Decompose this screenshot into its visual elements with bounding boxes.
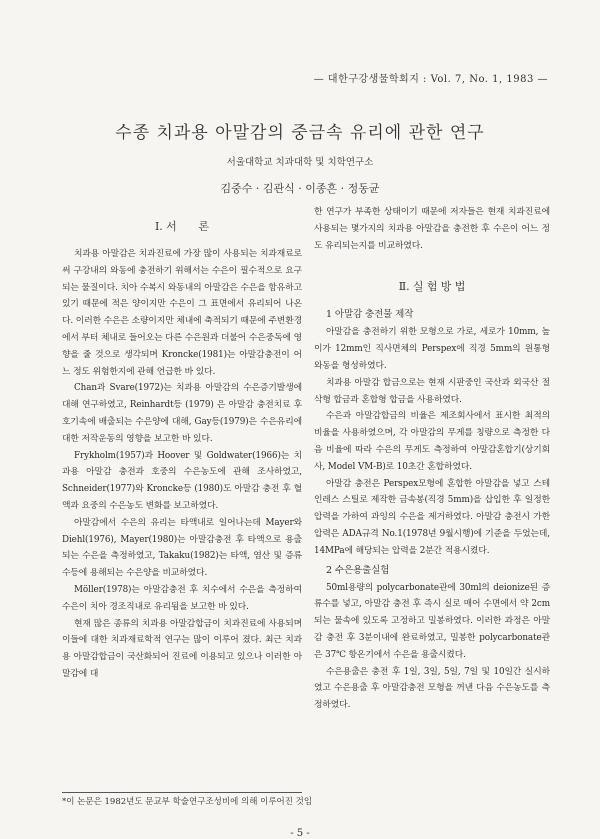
subsection-heading: 1 아말감 충전물 제작 xyxy=(326,309,414,321)
methods-paragraph: 수은용출은 충전 후 1일, 3일, 5일, 7일 및 10일간 실시하였고 수은용출 후 아말감충전 모형을 꺼낸 다음 수은농도를 측정하였다. xyxy=(314,666,550,711)
authors: 김중수 · 김관식 · 이종흔 · 정동균 xyxy=(220,182,380,195)
intro-paragraph: 치과용 아말감은 치과진료에 가장 많이 사용되는 치과재료로써 구강내의 와동에 충전하기 위해서는 수은이 필수적으로 요구되는 물질이다. 치아 수복시 와동내의 아말감은 수은을 함유하고 있기 때문에 적은 양이지만 수은이 그 표면에서 유리되어 나온다. 이러한 수은은 소량이지만 체내에 축적되기 때문에 주변환경에서 부터 체내로 들어오는 다른 수은원과 더불어 수은중독에 영향을 줄 것으로 생각되며 Kroncke(1981)는 아말감충전이 어느 정도 위험한지에 관해 언급한 바 있다. xyxy=(62,249,302,377)
intro-paragraph: 아말감에서 수은의 유리는 타액내로 일어나는데 Mayer와 Diehl(1976), Mayer(1980)는 아말감충전 후 타액으로 용출되는 수은을 측정하였고, Takaku(1982)는 타액, 염산 및 증류수등에 용해되는 수은양을 비교하였다. xyxy=(62,517,302,579)
intro-paragraph: Chan과 Svare(1972)는 치과용 아말감의 수은증기발생에 대해 연구하였고, Reinhardt등 (1979) 은 아말감 충전치료 후 호기속에 배출되는 수은양에 대해, Gay등(1979)은 수은유리에 대한 저작운동의 영향을 보고한 바 있다. xyxy=(62,383,302,444)
intro-paragraph: Möller(1978)는 아말감충전 후 치수에서 수은을 측정하여 수은이 치아 경조직내로 유리됨을 보고한 바 있다. xyxy=(62,584,302,612)
journal-header: — 대한구강생물학회지 : Vol. 7, No. 1, 1983 — xyxy=(313,74,548,85)
methods-paragraph: 아말감 충전은 Perspex모형에 혼합한 아말감을 넣고 스테인레스 스틸로 제작한 금속봉(직경 5mm)을 삽입한 후 일정한 압력을 가하여 과잉의 수은을 제거하였다. 아말감 충전시 가한 압력은 ADA규격 No.1(1978년 9월시행)에 기준을 두었는데, 14MPa에 해당되는 압력을 2분간 적용시켰다. xyxy=(314,478,550,556)
affiliation: 서울대학교 치과대학 및 치학연구소 xyxy=(226,157,374,168)
left-column xyxy=(62,216,302,683)
page-number: - 5 - xyxy=(290,828,310,839)
right-column xyxy=(314,204,550,714)
methods-heading: Ⅱ. 실 험 방 법 xyxy=(398,280,466,294)
footnote-divider xyxy=(62,792,302,793)
paper-title: 수종 치과용 아말감의 중금속 유리에 관한 연구 xyxy=(115,123,485,143)
methods-paragraph: 치과용 아말감 합금으로는 현재 시판중인 국산과 외국산 절삭형 합금과 혼합형 합금을 사용하였다. xyxy=(314,377,550,405)
intro-continuation: 한 연구가 부족한 상태이기 때문에 저자들은 현재 치과진료에 사용되는 몇가지의 치과용 아말감을 충전한 후 수은이 어느 정도 유리되는지를 비교하였다. xyxy=(314,207,550,251)
footnote: *이 논문은 1982년도 문교부 학술연구조성비에 의해 이루어진 것임 xyxy=(62,797,313,807)
intro-paragraph: 현재 많은 종류의 치과용 아말감합금이 치과진료에 사용되며 이들에 대한 치과재료학적 연구는 많이 이루어 졌다. 최근 치과용 아말감합금이 국산화되어 진료에 이용되고 있으나 이러한 아말감에 대 xyxy=(62,618,302,679)
subsection-heading: 2 수은용출실험 xyxy=(326,564,390,576)
methods-paragraph: 아말감을 충전하기 위한 모형으로 가로, 세로가 10mm, 높이가 12mm인 직사면체의 Perspex에 직경 5mm의 원통형 와동을 형성하였다. xyxy=(314,327,550,371)
introduction-heading: Ⅰ. 서 론 xyxy=(155,220,209,233)
methods-paragraph: 수은과 아말감합금의 비율은 제조회사에서 표시한 최적의 비율을 사용하였으며, 각 아말감의 무게를 칭량으로 측정한 다음 비율에 따라 수은의 무게도 측정하여 아말감혼합기(상기회사, Model VM-B)로 10초간 혼합하였다. xyxy=(314,411,550,472)
intro-paragraph: Frykholm(1957)과 Hoover 및 Goldwater(1966)는 치과용 아말감 충전과 호중의 수은농도에 관해 조사하였고, Schneider(1977)와 Kroncke등 (1980)도 아말감 충전 후 혈액과 요중의 수은농도 변화를 보고하였다. xyxy=(62,450,302,511)
methods-paragraph: 50ml용량의 polycarbonate관에 30ml의 deionize된 증류수를 넣고, 아말감 충전 후 즉시 실로 매어 수면에서 약 2cm되는 물속에 있도록 고정하고 밀봉하였다. 이러한 과정은 아말감 충전 후 3분이내에 완료하였고, 밀봉한 polycarbonate관은 37℃ 항온기에서 수은을 용출시켰다. xyxy=(314,582,550,660)
